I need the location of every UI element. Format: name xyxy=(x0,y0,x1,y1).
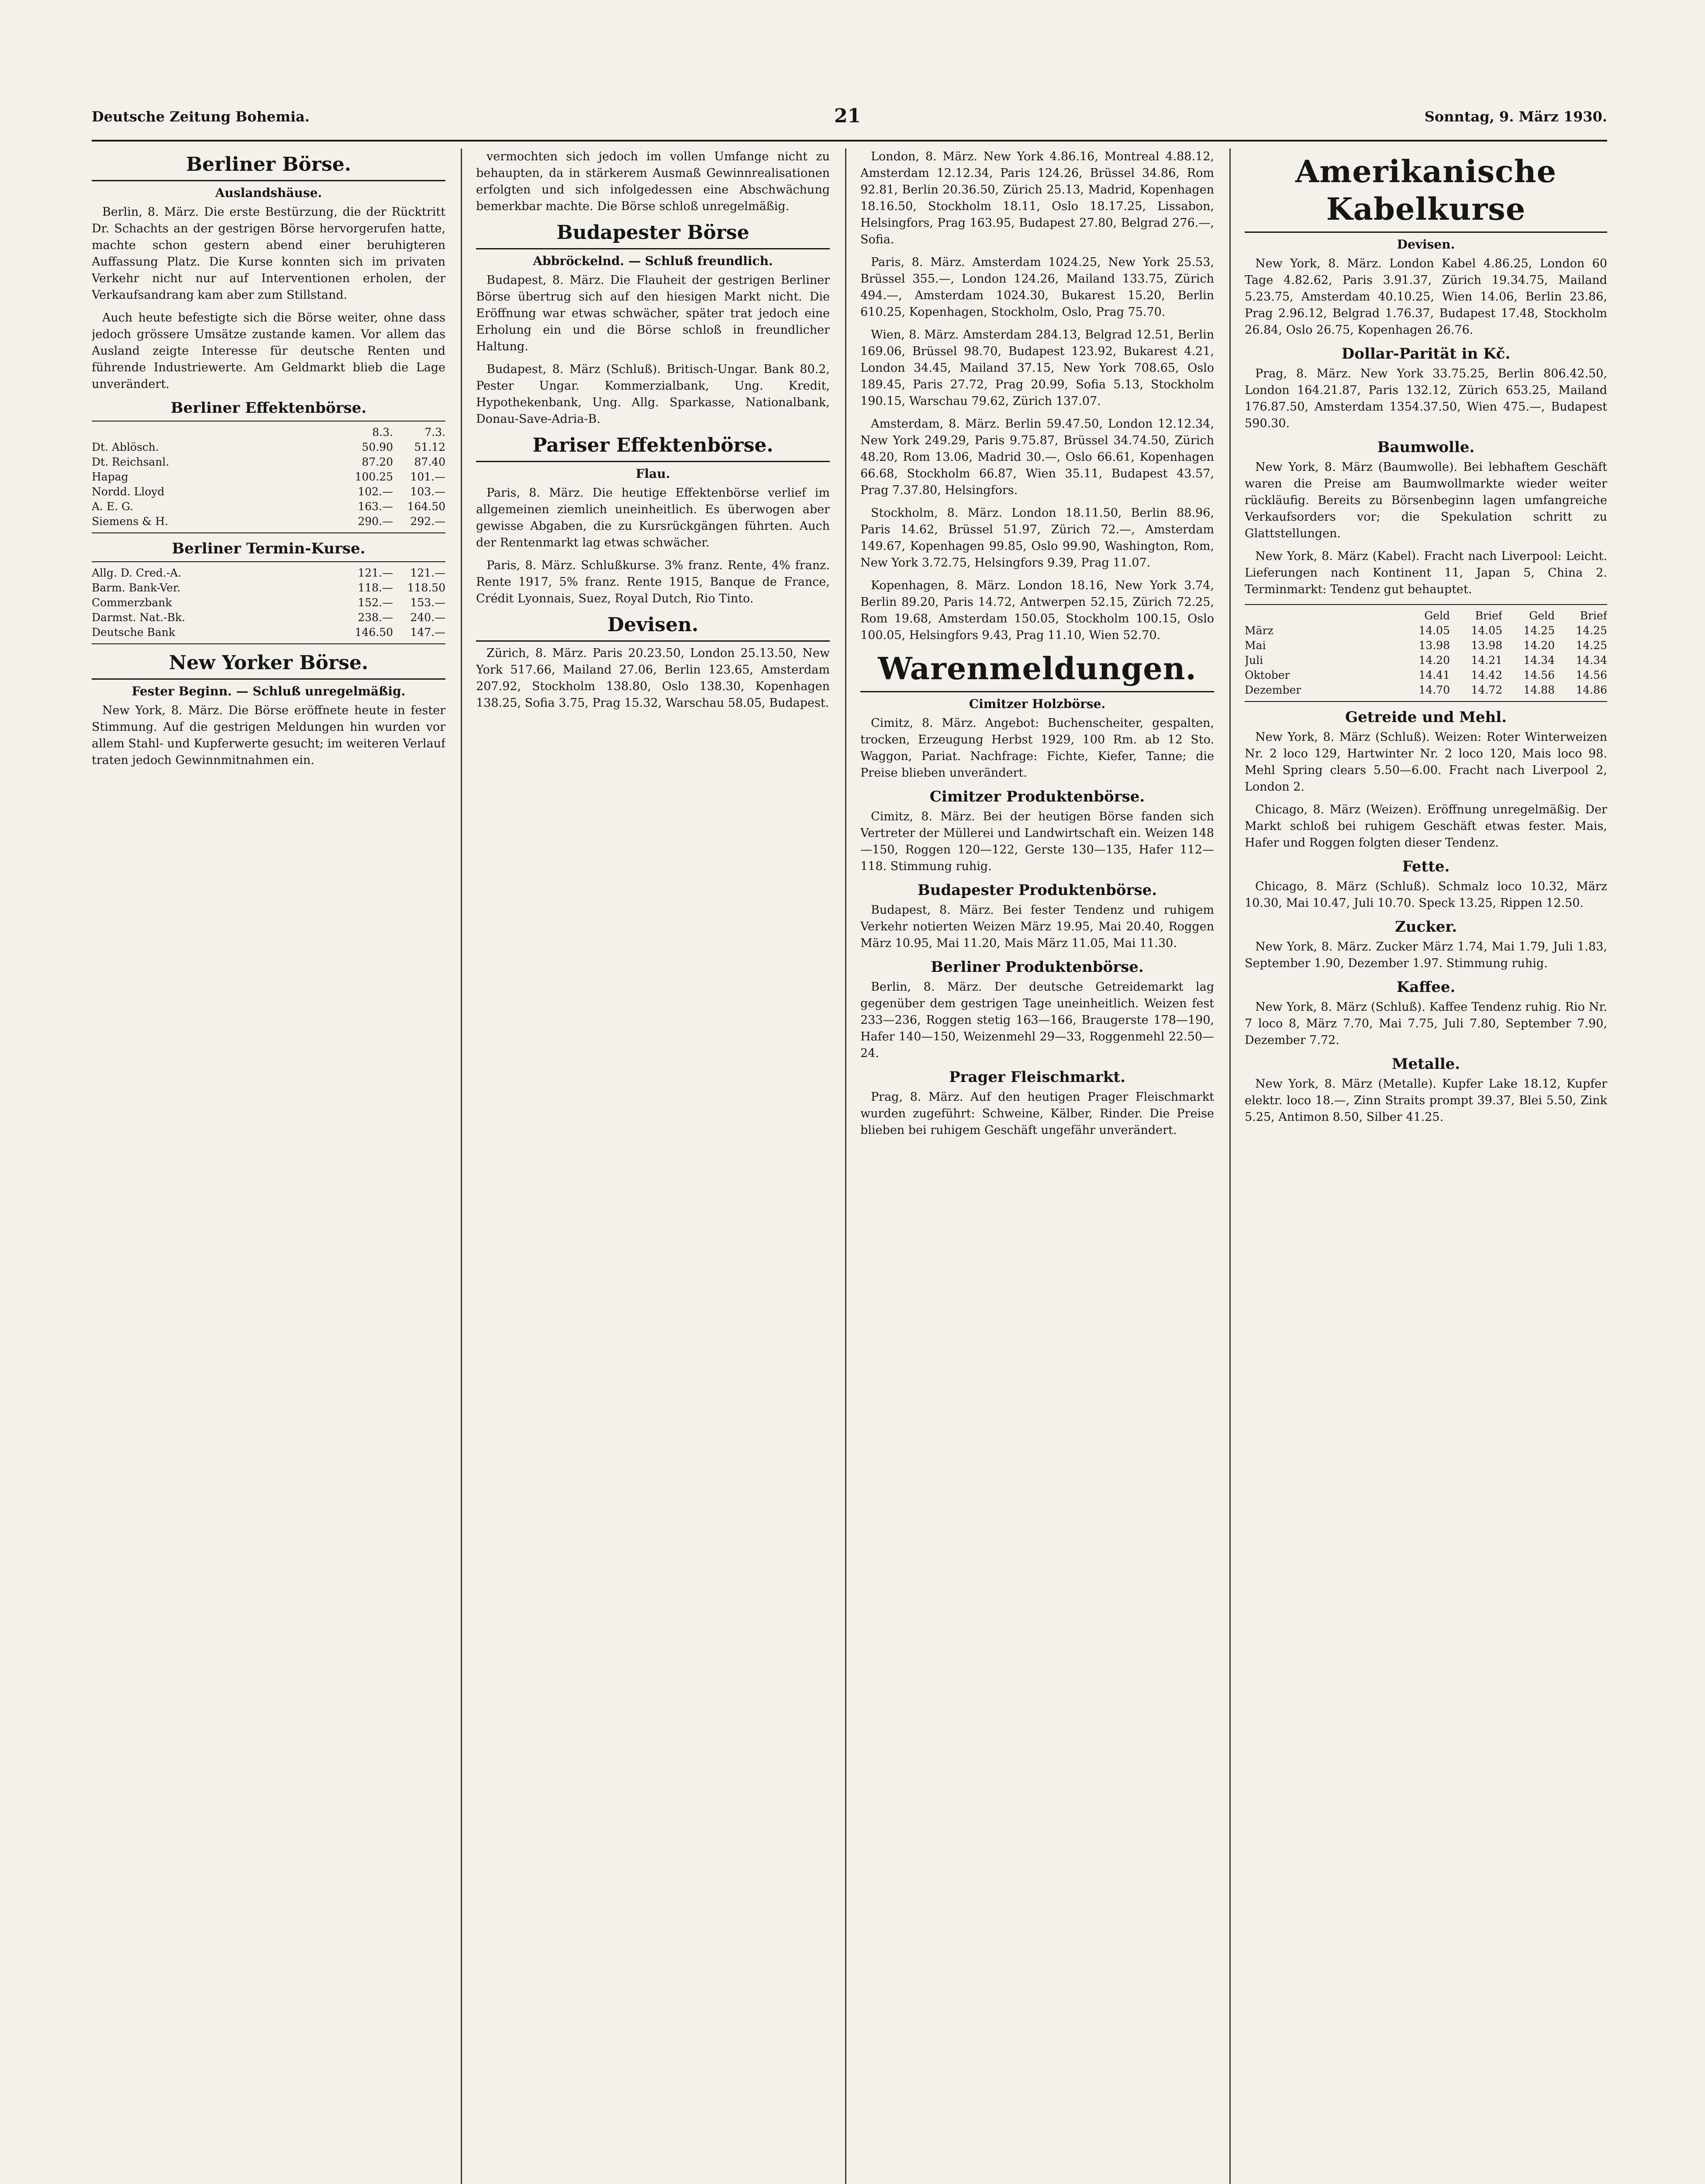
table-cell: Juli xyxy=(1245,654,1263,667)
article-paragraph: Paris, 8. März. Die heutige Effektenbörse verlief im allgemeinen ziemlich uneinheitlich. Es überwogen aber gewisse Abgaben, die zu Kursrückgängen führten. Auch der Rentenmarkt lag etwas schwächer. xyxy=(476,486,830,549)
table-cell: 87.40 xyxy=(414,456,445,468)
table-header-cell: Brief xyxy=(1580,609,1607,622)
table-cell: 14.25 xyxy=(1576,624,1607,637)
article-paragraph: New York, 8. März (Kabel). Fracht nach Liverpool: Leicht. Lieferungen nach Kontinent 11, Japan 5, China 2. Terminmarkt: Tendenz gut behauptet. xyxy=(1245,549,1607,596)
article-paragraph: Budapest, 8. März. Die Flauheit der gestrigen Berliner Börse übertrug sich auf den hiesigen Markt nicht. Die Eröffnung war etwas schwächer, später trat jedoch eine Erholung ein und die Börse schloß in freundlicher Haltung. xyxy=(476,273,830,353)
table-cell: 14.88 xyxy=(1523,684,1555,696)
table-cell: Darmst. Nat.-Bk. xyxy=(92,611,186,624)
table-cell: März xyxy=(1245,624,1274,637)
column-1 xyxy=(92,149,445,2184)
table-row xyxy=(1245,668,1607,683)
column-4 xyxy=(1245,149,1607,2184)
article-paragraph: Paris, 8. März. Amsterdam 1024.25, New York 25.53, Brüssel 355.—, London 124.26, Mailand 133.75, Zürich 494.—, Amsterdam 1024.30, Bukarest 15.20, Berlin 610.25, Kopenhagen, Stockholm, Oslo, Prag 75.70. xyxy=(860,256,1214,319)
table-cell: Siemens & H. xyxy=(92,515,169,528)
article-paragraph: New York, 8. März (Schluß). Weizen: Roter Winterweizen Nr. 2 loco 129, Hartwinter Nr. 2 loco 120, Mais loco 98. Mehl Spring clears 5.50—6.00. Fracht nach Liverpool 2, London 2. xyxy=(1245,730,1607,794)
table-cell: 121.— xyxy=(410,567,445,579)
article-paragraph: Kopenhagen, 8. März. London 18.16, New York 3.74, Berlin 89.20, Paris 14.72, Antwerpen 52.15, Zürich 72.25, Rom 19.68, Amsterdam 150.05, Stockholm 100.15, Oslo 100.05, Helsingfors 9.43, Prag 11.10, Wien 52.70. xyxy=(860,579,1214,642)
table-row xyxy=(92,581,445,595)
cotton-futures-table xyxy=(1245,604,1607,702)
table-cell: 87.20 xyxy=(362,456,393,468)
section-subheading: Cimitzer Produktenbörse. xyxy=(929,788,1145,805)
section-subheading: Berliner Produktenbörse. xyxy=(931,958,1144,976)
section-heading: Warenmeldungen. xyxy=(860,650,1214,692)
section-heading: Amerikanische Kabelkurse xyxy=(1245,153,1607,233)
table-header-cell xyxy=(92,425,341,440)
article-paragraph: Auch heute befestigte sich die Börse weiter, ohne dass jedoch grössere Umsätze zustande kamen. Vor allem das Ausland zeigte Interesse für deutsche Renten und führende Industriewerte. Am Geldmarkt blieb die Lage unverändert. xyxy=(92,311,445,391)
column-3 xyxy=(860,149,1214,2184)
article-paragraph: Chicago, 8. März (Schluß). Schmalz loco 10.32, März 10.30, Mai 10.47, Juli 10.70. Speck 13.25, Rippen 12.50. xyxy=(1245,880,1607,910)
table-cell: 147.— xyxy=(410,626,445,639)
table-cell: 51.12 xyxy=(414,441,445,453)
section-subheading: Devisen. xyxy=(1397,237,1455,252)
table-cell: Barm. Bank-Ver. xyxy=(92,581,181,594)
table-cell: 238.— xyxy=(358,611,393,624)
masthead-title: Deutsche Zeitung Bohemia. xyxy=(92,108,310,125)
table-header-cell xyxy=(1245,608,1398,623)
table-row xyxy=(1245,683,1607,698)
article-paragraph: New York, 8. März. Die Börse eröffnete heute in fester Stimmung. Auf die gestrigen Meldungen hin wurden vor allem Stahl- und Kupferwerte gesucht; im weiteren Verlauf traten jedoch Gewinnmitnahmen ein. xyxy=(92,704,445,767)
article-paragraph: Zürich, 8. März. Paris 20.23.50, London 25.13.50, New York 517.66, Mailand 27.06, Berlin 123.65, Amsterdam 207.92, Stockholm 138.80, Oslo 138.30, Kopenhagen 138.25, Sofia 3.75, Prag 15.32, Warschau 58.05, Budapest. xyxy=(476,646,830,710)
article-paragraph: Amsterdam, 8. März. Berlin 59.47.50, London 12.12.34, New York 249.29, Paris 9.75.87, Brüssel 34.74.50, Zürich 48.20, Rom 13.06, Madrid 30.—, Oslo 66.61, Kopenhagen 66.68, Stockholm 66.87, Wien 35.11, Budapest 43.57, Prag 7.37.80, Helsingfors. xyxy=(860,417,1214,497)
table-cell: 118.50 xyxy=(407,581,445,594)
article-paragraph: Berlin, 8. März. Die erste Bestürzung, die der Rücktritt Dr. Schachts an der gestrigen Börse hervorgerufen hatte, machte schon gestern abend einer beruhigteren Auffassung Platz. Die Kurse konnten sich im privaten Verkehr nicht nur auf Interventionen erholen, der Verkaufsandrang kam aber zum Stillstand. xyxy=(92,205,445,302)
table-cell: 100.25 xyxy=(355,470,393,483)
article-paragraph: Cimitz, 8. März. Bei der heutigen Börse fanden sich Vertreter der Müllerei und Landwirtschaft ein. Weizen 148—150, Roggen 120—122, Gerste 130—135, Hafer 112—118. Stimmung ruhig. xyxy=(860,810,1214,873)
section-subheading: Auslandshäuse. xyxy=(215,186,322,200)
article-paragraph: New York, 8. März (Schluß). Kaffee Tendenz ruhig. Rio Nr. 7 loco 8, März 7.70, Mai 7.75, Juli 7.80, September 7.90, Dezember 7.72. xyxy=(1245,1000,1607,1047)
table-row xyxy=(92,440,445,455)
table-header-row xyxy=(1245,608,1607,623)
table-row xyxy=(1245,623,1607,638)
table-row xyxy=(1245,653,1607,668)
section-subheading: Zucker. xyxy=(1394,918,1457,936)
table-row xyxy=(92,484,445,499)
article-paragraph: Budapest, 8. März (Schluß). Britisch-Ungar. Bank 80.2, Pester Ungar. Kommerzialbank, Ung. Kredit, Hypothekenbank, Ung. Allg. Sparkasse, Nationalbank, Donau-Save-Adria-B. xyxy=(476,363,830,426)
table-cell: Hapag xyxy=(92,470,128,483)
table-cell: 14.70 xyxy=(1419,684,1450,696)
article-paragraph: Chicago, 8. März (Weizen). Eröffnung unregelmäßig. Der Markt schloß bei ruhigem Geschäft etwas fester. Mais, Hafer und Roggen folgten dieser Tendenz. xyxy=(1245,803,1607,850)
section-subheading: Dollar-Parität in Kč. xyxy=(1341,345,1511,363)
article-paragraph: vermochten sich jedoch im vollen Umfange nicht zu behaupten, da in stärkerem Ausmaß Gewinnrealisationen erfolgten und sich infolgedessen eine Abschwächung bemerkbar machte. Die Börse schloß unregelmäßig. xyxy=(476,150,830,213)
table-row xyxy=(92,499,445,514)
section-subheading: Abbröckelnd. — Schluß freundlich. xyxy=(533,254,773,268)
table-cell: 152.— xyxy=(358,596,393,609)
article-paragraph: Prag, 8. März. Auf den heutigen Prager Fleischmarkt wurden zugeführt: Schweine, Kälber, Rinder. Die Preise blieben bei ruhigem Geschäft ungefähr unverändert. xyxy=(860,1090,1214,1137)
stock-table xyxy=(92,421,445,533)
table-row xyxy=(92,566,445,581)
table-cell: 14.72 xyxy=(1471,684,1502,696)
masthead-date: Sonntag, 9. März 1930. xyxy=(1424,108,1607,125)
table-row xyxy=(92,610,445,625)
article-paragraph: London, 8. März. New York 4.86.16, Montreal 4.88.12, Amsterdam 12.12.34, Paris 124.26, Brüssel 34.86, Rom 92.81, Berlin 20.36.50, Zürich 25.13, Madrid, Kopenhagen 18.16.50, Stockholm 18.11, Oslo 18.17.25, Lissabon, Helsingfors, Prag 163.95, Budapest 27.80, Belgrad 276.—, Sofia. xyxy=(860,150,1214,246)
section-subheading: Cimitzer Holzbörse. xyxy=(969,697,1106,711)
column-divider xyxy=(461,149,462,2184)
article-paragraph: New York, 8. März. London Kabel 4.86.25, London 60 Tage 4.82.62, Paris 3.91.37, Zürich 19.34.75, Mailand 5.23.75, Amsterdam 40.10.25, Wien 14.06, Berlin 23.86, Prag 2.96.12, Belgrad 1.76.37, Budapest 17.48, Stockholm 26.84, Oslo 26.75, Kopenhagen 26.76. xyxy=(1245,257,1607,337)
table-cell: Mai xyxy=(1245,639,1266,652)
article-paragraph: Berlin, 8. März. Der deutsche Getreidemarkt lag gegenüber dem gestrigen Tage uneinheitlich. Weizen fest 233—236, Roggen stetig 163—166, Braugerste 178—190, Hafer 140—150, Weizenmehl 29—33, Roggenmehl 22.50—24. xyxy=(860,980,1214,1060)
table-cell: 14.20 xyxy=(1419,654,1450,667)
table-row xyxy=(92,595,445,610)
table-cell: 14.05 xyxy=(1471,624,1502,637)
table-cell: Commerzbank xyxy=(92,596,172,609)
table-header-cell: 7.3. xyxy=(425,426,445,439)
table-cell: 121.— xyxy=(358,567,393,579)
table-cell: 118.— xyxy=(358,581,393,594)
column-divider xyxy=(845,149,846,2184)
table-header-row xyxy=(92,425,445,440)
table-heading: Berliner Termin-Kurse. xyxy=(172,540,366,557)
table-cell: 14.34 xyxy=(1576,654,1607,667)
table-row xyxy=(92,514,445,529)
section-heading: Berliner Börse. xyxy=(92,153,445,181)
section-subheading: Flau. xyxy=(635,467,670,481)
section-subheading: Baumwolle. xyxy=(1377,439,1475,456)
section-subheading: Fester Beginn. — Schluß unregelmäßig. xyxy=(131,684,406,698)
table-cell: Dezember xyxy=(1245,684,1301,696)
article-paragraph: Prag, 8. März. New York 33.75.25, Berlin 806.42.50, London 164.21.87, Paris 132.12, Zürich 653.25, Mailand 176.87.50, Amsterdam 1354.37.50, Wien 475.—, Budapest 590.30. xyxy=(1245,367,1607,430)
column-2 xyxy=(476,149,830,2184)
section-subheading: Prager Fleischmarkt. xyxy=(949,1068,1125,1086)
section-heading: Devisen. xyxy=(476,613,830,642)
section-subheading: Fette. xyxy=(1402,858,1450,875)
table-cell: 164.50 xyxy=(407,500,445,513)
column-divider xyxy=(1229,149,1231,2184)
table-cell: 163.— xyxy=(358,500,393,513)
table-cell: 14.05 xyxy=(1419,624,1450,637)
table-cell: 102.— xyxy=(358,485,393,498)
table-cell: 292.— xyxy=(410,515,445,528)
section-heading: Pariser Effektenbörse. xyxy=(476,434,830,462)
table-cell: 101.— xyxy=(410,470,445,483)
article-paragraph: New York, 8. März (Metalle). Kupfer Lake 18.12, Kupfer elektr. loco 18.—, Zinn Straits prompt 39.37, Blei 5.50, Zink 5.25, Antimon 8.50, Silber 41.25. xyxy=(1245,1077,1607,1124)
table-header-cell: 8.3. xyxy=(372,426,393,439)
table-cell: 14.41 xyxy=(1419,669,1450,681)
table-cell: 13.98 xyxy=(1419,639,1450,652)
table-cell: A. E. G. xyxy=(92,500,134,513)
table-cell: 13.98 xyxy=(1471,639,1502,652)
table-cell: Nordd. Lloyd xyxy=(92,485,165,498)
table-cell: 14.25 xyxy=(1523,624,1555,637)
table-cell: 14.86 xyxy=(1576,684,1607,696)
article-paragraph: Paris, 8. März. Schlußkurse. 3% franz. Rente, 4% franz. Rente 1917, 5% franz. Rente 1915, Banque de France, Crédit Lyonnais, Suez, Royal Dutch, Rio Tinto. xyxy=(476,559,830,605)
table-row xyxy=(92,470,445,484)
article-paragraph: New York, 8. März. Zucker März 1.74, Mai 1.79, Juli 1.83, September 1.90, Dezember 1.97. Stimmung ruhig. xyxy=(1245,940,1607,970)
page-number: 21 xyxy=(834,105,861,127)
table-row xyxy=(1245,638,1607,653)
section-heading: Budapester Börse xyxy=(476,221,830,249)
table-cell: 146.50 xyxy=(355,626,393,639)
table-row xyxy=(92,455,445,470)
table-cell: 14.42 xyxy=(1471,669,1502,681)
termin-table xyxy=(92,561,445,644)
table-cell: 103.— xyxy=(410,485,445,498)
table-cell: 153.— xyxy=(410,596,445,609)
article-paragraph: Cimitz, 8. März. Angebot: Buchenscheiter, gespalten, trocken, Erzeugung Herbst 1929, 100 Rm. ab 12 Sto. Waggon, Pariat. Nachfrage: Fichte, Kiefer, Tanne; die Preise blieben unverändert. xyxy=(860,716,1214,780)
table-cell: Deutsche Bank xyxy=(92,626,176,639)
article-paragraph: Budapest, 8. März. Bei fester Tendenz und ruhigem Verkehr notierten Weizen März 19.95, Mai 20.40, Roggen März 10.95, Mai 11.20, Mais März 11.05, Mai 11.30. xyxy=(860,903,1214,950)
table-row xyxy=(92,625,445,640)
table-cell: 240.— xyxy=(410,611,445,624)
table-cell: 14.21 xyxy=(1471,654,1502,667)
table-cell: Dt. Ablösch. xyxy=(92,441,159,453)
table-cell: 14.20 xyxy=(1523,639,1555,652)
section-subheading: Kaffee. xyxy=(1396,978,1456,996)
table-cell: 290.— xyxy=(358,515,393,528)
table-header-cell: Brief xyxy=(1475,609,1502,622)
table-header-cell: Geld xyxy=(1424,609,1450,622)
masthead xyxy=(92,105,1607,142)
table-header-cell: Geld xyxy=(1529,609,1555,622)
table-heading: Berliner Effektenbörse. xyxy=(170,399,367,417)
section-subheading: Metalle. xyxy=(1391,1055,1460,1073)
section-subheading: Budapester Produktenbörse. xyxy=(917,881,1157,899)
table-cell: 14.34 xyxy=(1523,654,1555,667)
article-paragraph: Stockholm, 8. März. London 18.11.50, Berlin 88.96, Paris 14.62, Brüssel 51.97, Zürich 72.—, Amsterdam 149.67, Kopenhagen 99.85, Oslo 99.90, Washington, Rom, New York 3.72.75, Helsingfors 9.39, Prag 11.07. xyxy=(860,506,1214,570)
section-heading: New Yorker Börse. xyxy=(92,651,445,680)
table-cell: 50.90 xyxy=(362,441,393,453)
table-cell: Oktober xyxy=(1245,669,1290,681)
table-cell: 14.25 xyxy=(1576,639,1607,652)
newspaper-page xyxy=(92,105,1607,2184)
article-paragraph: New York, 8. März (Baumwolle). Bei lebhaftem Geschäft waren die Preise am Baumwollmarkte wieder weiter rückläufig. Bereits zu Börsenbeginn lagen umfangreiche Verkaufsorders vor; die Spekulation schritt zu Glattstellungen. xyxy=(1245,460,1607,540)
article-paragraph: Wien, 8. März. Amsterdam 284.13, Belgrad 12.51, Berlin 169.06, Brüssel 98.70, Budapest 123.92, Bukarest 4.21, London 34.45, Mailand 37.15, New York 708.65, Oslo 189.45, Paris 27.72, Prag 20.99, Sofia 5.13, Stockholm 190.15, Warschau 79.62, Zürich 137.07. xyxy=(860,328,1214,408)
section-subheading: Getreide und Mehl. xyxy=(1345,708,1507,726)
table-cell: 14.56 xyxy=(1576,669,1607,681)
table-cell: Allg. D. Cred.-A. xyxy=(92,567,182,579)
table-cell: Dt. Reichsanl. xyxy=(92,456,169,468)
table-cell: 14.56 xyxy=(1523,669,1555,681)
